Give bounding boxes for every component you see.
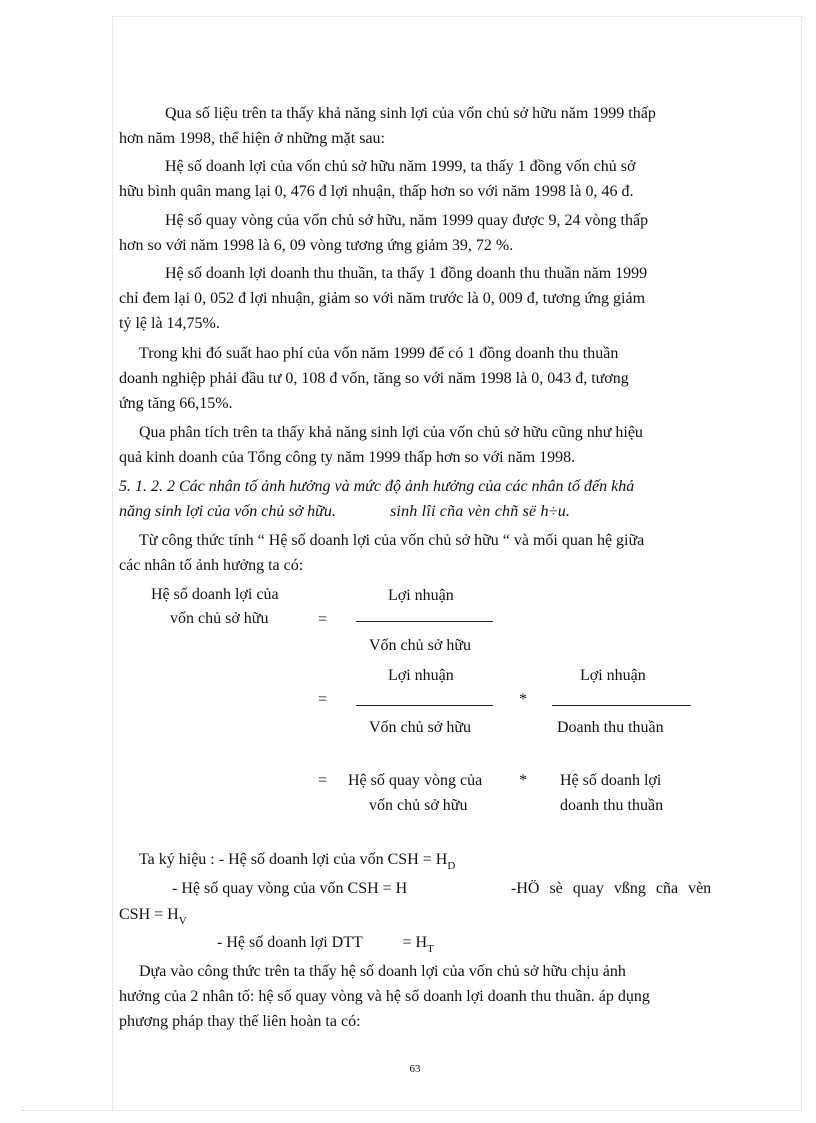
paragraph-line: Qua số liệu trên ta thấy khả năng sinh lợi của vốn chủ sở hữu năm 1999 thấp — [165, 105, 656, 122]
paragraph-line: Trong khi đó suất hao phí của vốn năm 1999 để có 1 đồng doanh thu thuần — [139, 345, 619, 362]
paragraph-line: hưởng của 2 nhân tố: hệ số quay vòng và hệ số doanh lợi doanh thu thuần. áp dụng — [119, 988, 650, 1005]
paragraph-line: Hệ số doanh lợi của vốn chủ sở hữu năm 1999, ta thấy 1 đồng vốn chủ sở — [165, 158, 636, 175]
fraction-bar — [552, 705, 691, 706]
formula-term: doanh thu thuần — [560, 797, 664, 814]
paragraph-line: Hệ số doanh lợi doanh thu thuần, ta thấy 1 đồng doanh thu thuần năm 1999 — [165, 265, 648, 282]
notation-garbled: -HÖ sè quay vßng cña vèn — [511, 880, 712, 897]
fraction-numerator: Lợi nhuận — [388, 667, 454, 684]
paragraph-line: Dựa vào công thức trên ta thấy hệ số doanh lợi của vốn chủ sở hữu chịu ảnh — [139, 963, 626, 980]
page-number: 63 — [409, 1063, 421, 1075]
formula-lhs: vốn chủ sở hữu — [170, 610, 269, 627]
fraction-bar — [356, 705, 493, 706]
paragraph-line: tỷ lệ là 14,75%. — [119, 315, 220, 332]
formula-term: Hệ số doanh lợi — [560, 772, 662, 789]
formula-term: Hệ số quay vòng của — [348, 772, 483, 789]
equals-sign: = — [318, 772, 328, 789]
paragraph-line: Hệ số quay vòng của vốn chủ sở hữu, năm 1999 quay được 9, 24 vòng thấp — [165, 212, 649, 229]
paragraph-line: doanh nghiệp phải đầu tư 0, 108 đ vốn, tăng so với năm 1998 là 0, 043 đ, tương — [119, 370, 629, 387]
paragraph-line: hơn năm 1998, thể hiện ở những mặt sau: — [119, 130, 385, 147]
notation-line: Ta ký hiệu : - Hệ số doanh lợi của vốn CSH = $H_D$ — [139, 851, 456, 872]
section-heading: năng sinh lợi của vốn chủ sở hữu. — [119, 503, 336, 520]
paragraph-line: hơn so với năm 1998 là 6, 09 vòng tương ứng giảm 39, 72 %. — [119, 237, 514, 254]
fraction-denominator: Doanh thu thuần — [557, 719, 664, 736]
fraction-numerator: Lợi nhuận — [580, 667, 646, 684]
paragraph-line: phương pháp thay thế liên hoàn ta có: — [119, 1013, 361, 1030]
notation-line: - Hệ số doanh lợi DTT = $H_T$ — [217, 934, 434, 955]
paragraph-line: quả kinh doanh của Tổng công ty năm 1999 thấp hơn so với năm 1998. — [119, 449, 576, 466]
multiply-sign: * — [519, 772, 527, 789]
fraction-bar — [356, 621, 493, 622]
multiply-sign: * — [519, 691, 527, 708]
fraction-numerator: Lợi nhuận — [388, 587, 454, 604]
equals-sign: = — [318, 691, 328, 708]
paragraph-line: Qua phân tích trên ta thấy khả năng sinh lợi của vốn chủ sở hữu cũng như hiệu — [139, 424, 643, 441]
equals-sign: = — [318, 611, 328, 628]
section-heading: 5. 1. 2. 2 Các nhân tố ảnh hưởng và mức độ ảnh hưởng của các nhân tố đến khả — [119, 478, 635, 495]
paragraph-line: các nhân tố ảnh hưởng ta có: — [119, 557, 304, 574]
formula-term: vốn chủ sở hữu — [369, 797, 468, 814]
paragraph-line: ứng tăng 66,15%. — [119, 395, 233, 412]
fraction-denominator: Vốn chủ sở hữu — [369, 719, 472, 736]
paragraph-line: Từ công thức tính “ Hệ số doanh lợi của vốn chủ sở hữu “ và mối quan hệ giữa — [139, 532, 645, 549]
section-heading-garbled: sinh lîi cña vèn chñ së h÷u. — [390, 503, 571, 520]
notation-line: CSH = $H_V$ — [119, 906, 187, 927]
formula-lhs: Hệ số doanh lợi của — [151, 586, 279, 603]
paragraph-line: hữu bình quân mang lại 0, 476 đ lợi nhuận, thấp hơn so với năm 1998 là 0, 46 đ. — [119, 183, 634, 200]
notation-line: - Hệ số quay vòng của vốn CSH = H — [172, 880, 408, 897]
fraction-denominator: Vốn chủ sở hữu — [369, 637, 472, 654]
paragraph-line: chỉ đem lại 0, 052 đ lợi nhuận, giảm so với năm trước là 0, 009 đ, tương ứng giảm — [119, 290, 646, 307]
